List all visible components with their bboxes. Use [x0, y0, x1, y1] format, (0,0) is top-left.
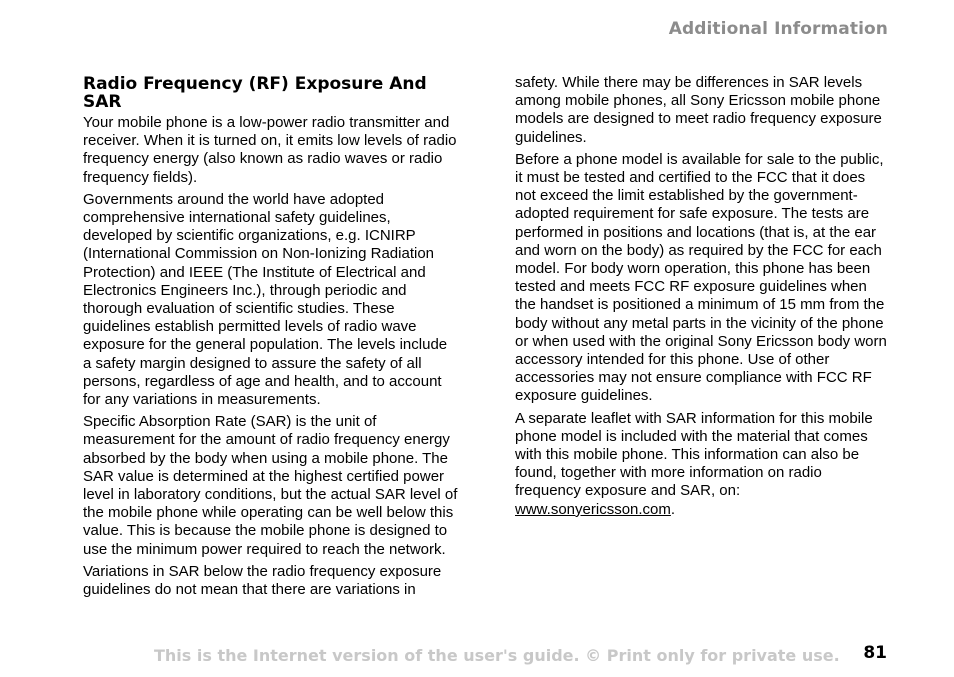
- article-heading: Radio Frequency (RF) Exposure And SAR: [83, 74, 427, 112]
- section-header: Additional Information: [668, 19, 888, 39]
- paragraph-sar-leaflet: [515, 410, 890, 519]
- paragraph-fcc-testing: Before a phone model is available for sale to the public, it must be tested and certified to the FCC that it does not exceed the limit established by the government-adopted requirement for safe exposure. The tests are performed in positions and locations (that is, at the ear and worn on the body) as required by the FCC for each model. For body worn operation, this phone has been tested and meets FCC RF exposure guidelines when the handset is positioned a minimum of 15 mm from the body without any metal parts in the vicinity of the phone or when used with the original Sony Ericsson body worn accessory intended for this phone. Use of other accessories may not ensure compliance with FCC RF exposure guidelines.: [515, 150, 887, 405]
- paragraph-guidelines: Governments around the world have adopted comprehensive international safety guidelines, developed by scientific organizations, e.g. ICNIRP (International Commission on Non-Ionizing Radiation Protection) and IEEE (The Institute of Electrical and Electronics Engineers Inc.), through periodic and thorough evaluation of scientific studies. These guidelines establish permitted levels of radio wave exposure for the general population. The levels include a safety margin designed to assure the safety of all persons, regardless of age and health, and to account for any variations in measurements.: [83, 190, 448, 409]
- page-number: 81: [863, 643, 887, 663]
- right-column: [515, 74, 890, 523]
- website-link[interactable]: www.sonyericsson.com: [515, 500, 671, 518]
- link-trailing-period: .: [670, 500, 676, 518]
- paragraph-safety-continued: safety. While there may be differences in SAR levels among mobile phones, all Sony Ericsson mobile phone models are designed to meet radio frequency exposure guidelines.: [515, 74, 882, 146]
- left-column: [83, 75, 458, 603]
- paragraph-rf-intro: Your mobile phone is a low-power radio transmitter and receiver. When it is turned on, it emits low levels of radio frequency energy (also known as radio waves or radio frequency fields).: [83, 114, 457, 186]
- footer-note: This is the Internet version of the user's guide. © Print only for private use.: [154, 646, 840, 665]
- sar-leaflet-text: A separate leaflet with SAR information for this mobile phone model is included with the material that comes with this mobile phone. This information can also be found, together with more information on radio frequency exposure and SAR, on:: [515, 409, 873, 500]
- paragraph-sar-definition: Specific Absorption Rate (SAR) is the unit of measurement for the amount of radio frequency energy absorbed by the body when using a mobile phone. The SAR value is determined at the highest certified power level in laboratory conditions, but the actual SAR level of the mobile phone while operating can be well below this value. This is because the mobile phone is designed to use the minimum power required to reach the network.: [83, 413, 458, 558]
- paragraph-sar-variations: Variations in SAR below the radio frequency exposure guidelines do not mean that there are variations in: [83, 562, 442, 599]
